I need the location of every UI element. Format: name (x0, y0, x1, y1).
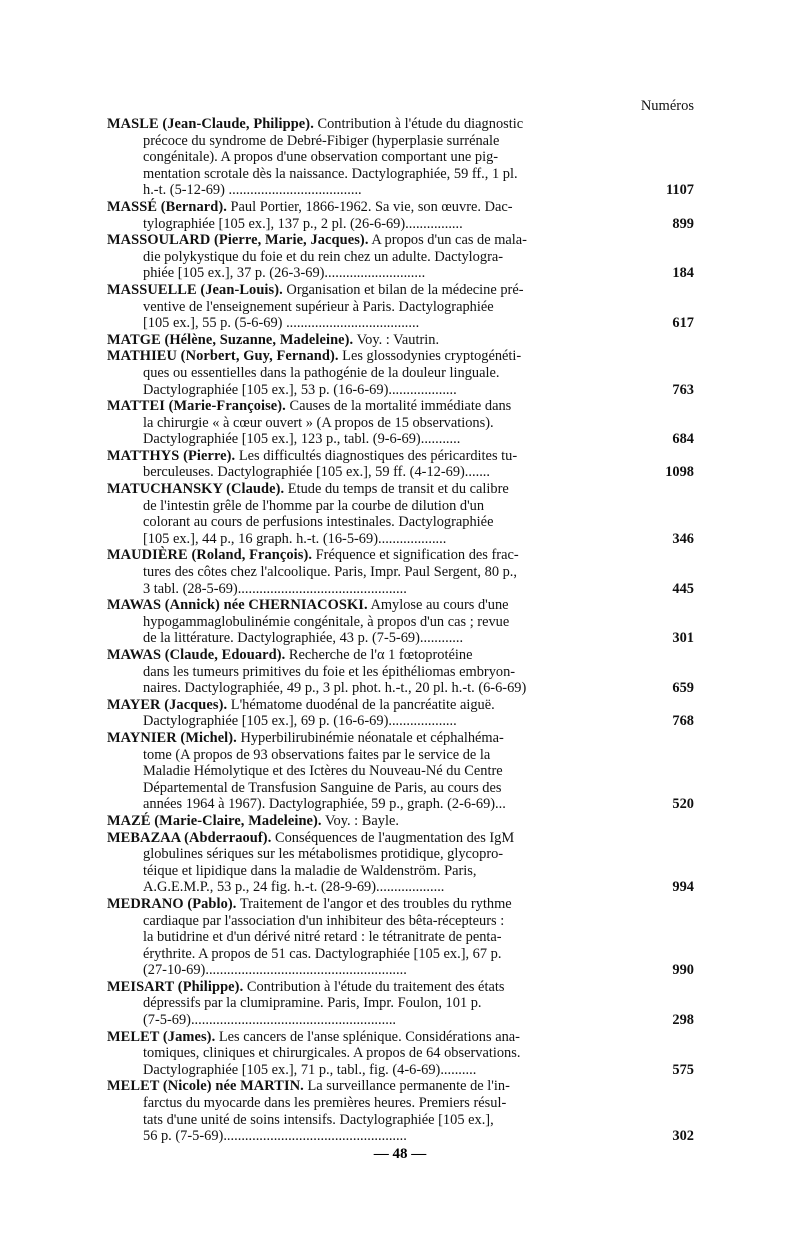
entry-line (107, 149, 648, 166)
entry-text: phiée [105 ex.], 37 p. (26-3-69)............................ (143, 265, 426, 282)
entry-body (107, 1078, 648, 1144)
entry-body (107, 547, 648, 597)
author-name: MATTHYS (Pierre). (107, 447, 236, 464)
entry-number: 617 (672, 315, 694, 332)
entry-line (107, 564, 648, 581)
entry-body (107, 730, 648, 813)
entry-line (107, 332, 648, 349)
entry-text: A propos d'un cas de mala- (368, 232, 527, 249)
author-name: MASLE (Jean-Claude, Philippe). (107, 116, 314, 132)
column-header-numeros: Numéros (640, 98, 694, 114)
entry-text: globulines sériques sur les métabolismes protidique, glycopro- (143, 846, 504, 863)
bibliography-entry (107, 199, 694, 232)
entry-line (107, 382, 648, 399)
entry-line (107, 995, 648, 1012)
entry-line (107, 747, 648, 764)
entry-text: A.G.E.M.P., 53 p., 24 fig. h.-t. (28-9-69)................... (143, 879, 445, 896)
author-name: MAWAS (Annick) née CHERNIACOSKI. (107, 597, 368, 614)
entry-body (107, 647, 648, 697)
author-name: MATGE (Hélène, Suzanne, Madeleine). (107, 331, 354, 348)
entry-line (107, 697, 648, 714)
entry-text: L'hématome duodénal de la pancréatite aiguë. (227, 696, 495, 713)
entry-text: Dactylographiée [105 ex.], 123 p., tabl. (9-6-69)........... (143, 431, 461, 448)
entry-body (107, 1029, 648, 1079)
entry-body (107, 282, 648, 332)
entry-body (107, 348, 648, 398)
entry-text: Les cancers de l'anse splénique. Considérations ana- (215, 1028, 520, 1045)
author-name: MAZÉ (Marie-Claire, Madeleine). (107, 812, 322, 829)
entry-text: Contribution à l'étude du traitement des états (243, 978, 505, 995)
entry-text: berculeuses. Dactylographiée [105 ex.], 59 ff. (4-12-69)....... (143, 464, 490, 481)
entry-text: [105 ex.], 55 p. (5-6-69) ..................................... (143, 315, 420, 332)
entry-line (107, 713, 648, 730)
entry-text: Traitement de l'angor et des troubles du rythme (236, 895, 512, 912)
entry-line (107, 514, 648, 531)
entry-line (107, 498, 648, 515)
bibliography-entry (107, 813, 694, 830)
entry-text: 3 tabl. (28-5-69)............................................... (143, 580, 407, 597)
entry-text: 56 p. (7-5-69)................................................... (143, 1128, 407, 1145)
entry-line (107, 448, 648, 465)
entry-number: 899 (672, 215, 694, 232)
entry-text: dépressifs par la clumipramine. Paris, Impr. Foulon, 101 p. (143, 995, 482, 1012)
bibliography-entry (107, 282, 694, 332)
bibliography-entry (107, 697, 694, 730)
entry-text: Voy. : Vautrin. (353, 331, 440, 348)
entry-line (107, 1112, 648, 1129)
entry-line (107, 265, 648, 282)
entry-line (107, 796, 648, 813)
entry-line (107, 415, 648, 432)
entry-line (107, 979, 648, 996)
entry-text: Fréquence et signification des frac- (312, 547, 519, 564)
entry-line (107, 730, 648, 747)
entry-number: 684 (672, 431, 694, 448)
entry-text: h.-t. (5-12-69) ..................................... (143, 182, 362, 199)
entry-number: 520 (672, 796, 694, 813)
bibliography-entry (107, 398, 694, 448)
author-name: MASSUELLE (Jean-Louis). (107, 281, 283, 298)
entry-text: Voy. : Bayle. (321, 812, 399, 829)
entry-line (107, 863, 648, 880)
entry-line (107, 1078, 648, 1095)
author-name: MAUDIÈRE (Roland, François). (107, 547, 313, 564)
entry-line (107, 282, 648, 299)
entry-body (107, 116, 648, 199)
entry-number: 445 (672, 580, 694, 597)
entry-text: Départemental de Transfusion Sanguine de Paris, au cours des (143, 779, 502, 796)
entry-line (107, 780, 648, 797)
author-name: MELET (Nicole) née MARTIN. (107, 1078, 304, 1095)
entry-text: téique et lipidique dans la maladie de Waldenström. Paris, (143, 862, 477, 879)
entry-number: 298 (672, 1012, 694, 1029)
entry-body (107, 398, 648, 448)
entry-text: mentation scrotale dès la naissance. Dactylographiée, 59 ff., 1 pl. (143, 165, 518, 182)
entry-number: 1107 (666, 182, 694, 199)
entry-body (107, 199, 648, 232)
entry-line (107, 547, 648, 564)
entry-text: Hyperbilirubinémie néonatale et céphalhéma- (236, 729, 504, 746)
entry-number: 990 (672, 962, 694, 979)
bibliography-entry (107, 348, 694, 398)
entry-line (107, 182, 648, 199)
entry-line (107, 1012, 648, 1029)
entry-text: Etude du temps de transit et du calibre (284, 481, 509, 498)
entry-line (107, 431, 648, 448)
entry-line (107, 664, 648, 681)
entry-text: la chirurgie « à cœur ouvert » (A propos de 15 observations). (143, 414, 494, 431)
entry-text: tomiques, cliniques et chirurgicales. A propos de 64 observations. (143, 1045, 521, 1062)
entry-text: ventive de l'enseignement supérieur à Paris. Dactylographiée (143, 298, 494, 315)
entry-line (107, 763, 648, 780)
entry-text: Dactylographiée [105 ex.], 53 p. (16-6-69)................... (143, 381, 457, 398)
entry-line (107, 879, 648, 896)
entry-line (107, 232, 648, 249)
entry-line (107, 299, 648, 316)
bibliography-entry (107, 332, 694, 349)
entry-list (107, 116, 694, 1145)
entry-text: (27-10-69)........................................................ (143, 962, 407, 979)
entry-body (107, 448, 648, 481)
bibliography-entry (107, 448, 694, 481)
entry-line (107, 199, 648, 216)
entry-number: 768 (672, 713, 694, 730)
entry-text: ques ou essentielles dans la pathogénie de la douleur linguale. (143, 364, 500, 381)
author-name: MEISART (Philippe). (107, 978, 244, 995)
entry-line (107, 1128, 648, 1145)
entry-line (107, 1062, 648, 1079)
entry-text: naires. Dactylographiée, 49 p., 3 pl. phot. h.-t., 20 pl. h.-t. (6-6-69) (143, 680, 527, 697)
entry-text: Paul Portier, 1866-1962. Sa vie, son œuvre. Dac- (226, 198, 513, 215)
author-name: MEBAZAA (Abderraouf). (107, 829, 272, 846)
entry-text: années 1964 à 1967). Dactylographiée, 59 p., graph. (2-6-69)... (143, 796, 506, 813)
entry-body (107, 830, 648, 896)
entry-number: 763 (672, 381, 694, 398)
entry-number: 659 (672, 680, 694, 697)
entry-number: 994 (672, 879, 694, 896)
entry-line (107, 531, 648, 548)
entry-line (107, 166, 648, 183)
entry-text: Dactylographiée [105 ex.], 71 p., tabl., fig. (4-6-69).......... (143, 1061, 477, 1078)
entry-text: érythrite. A propos de 51 cas. Dactylographiée [105 ex.], 67 p. (143, 945, 502, 962)
entry-line (107, 597, 648, 614)
entry-line (107, 116, 648, 133)
entry-text: Contribution à l'étude du diagnostic (313, 116, 524, 132)
bibliography-entry (107, 597, 694, 647)
entry-line (107, 913, 648, 930)
entry-text: la butidrine et d'un dérivé nitré retard : le tétranitrate de penta- (143, 929, 502, 946)
author-name: MELET (James). (107, 1028, 216, 1045)
entry-line (107, 365, 648, 382)
entry-body (107, 697, 648, 730)
entry-text: farctus du myocarde dans les premières heures. Premiers résul- (143, 1095, 507, 1112)
entry-line (107, 398, 648, 415)
entry-line (107, 846, 648, 863)
entry-text: congénitale). A propos d'une observation comportant une pig- (143, 149, 499, 166)
entry-text: de l'intestin grêle de l'homme par la courbe de dilution d'un (143, 497, 485, 514)
entry-text: précoce du syndrome de Debré-Fibiger (hyperplasie surrénale (143, 132, 500, 149)
author-name: MATUCHANSKY (Claude). (107, 481, 285, 498)
entry-text: Organisation et bilan de la médecine pré- (282, 281, 524, 298)
entry-text: tylographiée [105 ex.], 137 p., 2 pl. (26-6-69)................ (143, 215, 463, 232)
entry-text: cardiaque par l'association d'un inhibiteur des bêta-récepteurs : (143, 912, 505, 929)
entry-line (107, 630, 648, 647)
bibliography-entry (107, 481, 694, 547)
bibliography-entry (107, 730, 694, 813)
entry-text: Les difficultés diagnostiques des péricardites tu- (235, 447, 518, 464)
bibliography-page (107, 96, 694, 1145)
entry-text: Maladie Hémolytique et des Ictères du Nouveau-Né du Centre (143, 763, 503, 780)
entry-body (107, 332, 648, 349)
bibliography-entry (107, 1078, 694, 1144)
entry-number: 301 (672, 630, 694, 647)
entry-line (107, 614, 648, 631)
entry-line (107, 946, 648, 963)
page-number: — 48 — (373, 1146, 427, 1162)
entry-line (107, 1045, 648, 1062)
entry-text: tome (A propos de 93 observations faites par le service de la (143, 746, 491, 763)
entry-text: Causes de la mortalité immédiate dans (285, 398, 512, 415)
entry-line (107, 929, 648, 946)
entry-line (107, 464, 648, 481)
entry-number: 1098 (665, 464, 694, 481)
entry-text: colorant au cours de perfusions intestinales. Dactylographiée (143, 514, 494, 531)
entry-text: Dactylographiée [105 ex.], 69 p. (16-6-69)................... (143, 713, 457, 730)
entry-text: Amylose au cours d'une (367, 597, 509, 614)
entry-line (107, 133, 648, 150)
entry-line (107, 830, 648, 847)
author-name: MEDRANO (Pablo). (107, 895, 237, 912)
entry-text: Les glossodynies cryptogénéti- (338, 348, 522, 365)
entry-number: 184 (672, 265, 694, 282)
entry-body (107, 979, 648, 1029)
bibliography-entry (107, 1029, 694, 1079)
bibliography-entry (107, 116, 694, 199)
bibliography-entry (107, 647, 694, 697)
bibliography-entry (107, 896, 694, 979)
entry-line (107, 680, 648, 697)
entry-line (107, 348, 648, 365)
entry-text: Conséquences de l'augmentation des IgM (271, 829, 515, 846)
entry-number: 302 (672, 1128, 694, 1145)
entry-body (107, 813, 648, 830)
entry-body (107, 597, 648, 647)
entry-text: [105 ex.], 44 p., 16 graph. h.-t. (16-5-69)................... (143, 530, 447, 547)
entry-number: 346 (672, 530, 694, 547)
entry-body (107, 481, 648, 547)
entry-text: de la littérature. Dactylographiée, 43 p. (7-5-69)............ (143, 630, 464, 647)
entry-line (107, 813, 648, 830)
entry-line (107, 216, 648, 233)
entry-line (107, 315, 648, 332)
entry-text: tats d'une unité de soins intensifs. Dactylographiée [105 ex.], (143, 1111, 494, 1128)
author-name: MASSÉ (Bernard). (107, 198, 227, 215)
bibliography-entry (107, 232, 694, 282)
author-name: MASSOULARD (Pierre, Marie, Jacques). (107, 232, 369, 249)
author-name: MAYNIER (Michel). (107, 729, 237, 746)
entry-line (107, 896, 648, 913)
entry-line (107, 647, 648, 664)
bibliography-entry (107, 547, 694, 597)
bibliography-entry (107, 830, 694, 896)
author-name: MAYER (Jacques). (107, 696, 228, 713)
bibliography-entry (107, 979, 694, 1029)
entry-text: dans les tumeurs primitives du foie et les épithéliomas embryon- (143, 663, 516, 680)
entry-text: La surveillance permanente de l'in- (303, 1078, 510, 1095)
entry-number: 575 (672, 1061, 694, 1078)
entry-text: tures des côtes chez l'alcoolique. Paris, Impr. Paul Sergent, 80 p., (143, 564, 518, 581)
entry-line (107, 1029, 648, 1046)
entry-text: hypogammaglobulinémie congénitale, à propos d'un cas ; revue (143, 613, 510, 630)
entry-line (107, 1095, 648, 1112)
author-name: MATHIEU (Norbert, Guy, Fernand). (107, 348, 339, 365)
author-name: MATTEI (Marie-Françoise). (107, 398, 286, 415)
entry-text: Recherche de l'α 1 fœtoprotéine (285, 647, 473, 663)
entry-line (107, 249, 648, 266)
entry-body (107, 232, 648, 282)
entry-text: (7-5-69)......................................................... (143, 1012, 397, 1029)
entry-line (107, 581, 648, 598)
entry-text: die polykystique du foie et du rein chez un adulte. Dactylogra- (143, 248, 504, 265)
author-name: MAWAS (Claude, Edouard). (107, 647, 286, 663)
entry-line (107, 962, 648, 979)
entry-body (107, 896, 648, 979)
entry-line (107, 481, 648, 498)
